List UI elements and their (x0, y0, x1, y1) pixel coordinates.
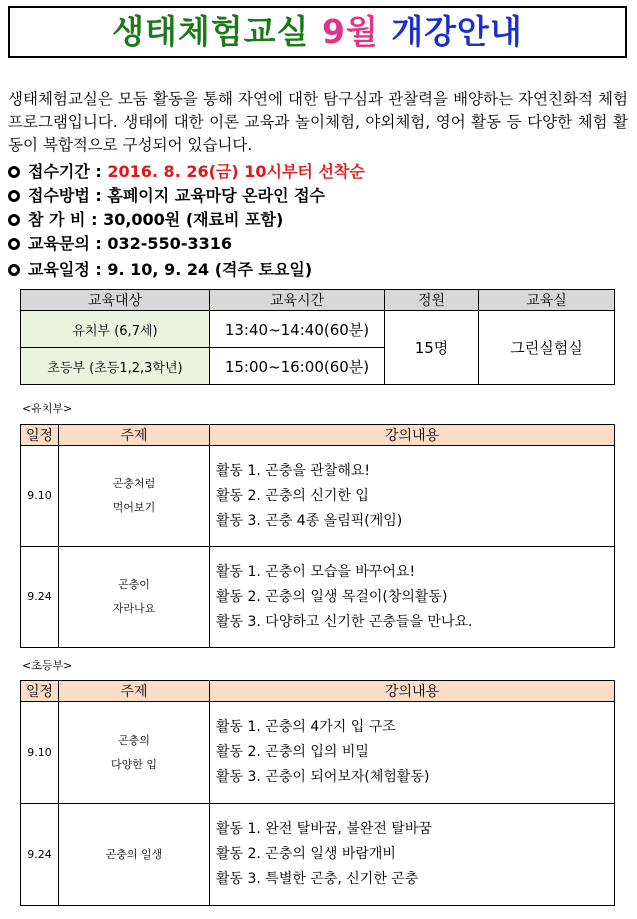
header-date: 일정 (21, 425, 59, 446)
table-row (21, 547, 615, 648)
table-row (21, 446, 615, 547)
topic-cell (59, 702, 210, 804)
info-value: 9. 10, 9. 24 (격주 토요일) (107, 260, 313, 279)
topic-line: 곤충의 (118, 733, 150, 747)
elem-table (20, 680, 615, 906)
info-label: 참 가 비 : (28, 210, 98, 229)
info-method (8, 184, 628, 208)
content-cell (210, 702, 615, 804)
page-title (10, 8, 625, 56)
time-cell: 15:00~16:00(60분) (210, 348, 385, 385)
activity-line: 활동 1. 곤충이 모습을 바꾸어요! (216, 563, 416, 580)
info-period (8, 160, 628, 184)
date-cell: 9.24 (21, 804, 59, 906)
header-room: 교육실 (479, 290, 615, 311)
title-program: 생태체험교실 (112, 12, 310, 51)
content-cell (210, 804, 615, 906)
info-label: 교육일정 : (28, 260, 102, 279)
kinder-header-row (21, 425, 615, 446)
info-contact (8, 232, 628, 256)
topic-cell (59, 547, 210, 648)
kinder-label: <유치부> (22, 402, 73, 415)
date-cell: 9.24 (21, 547, 59, 648)
elem-header-row (21, 681, 615, 702)
header-content: 강의내용 (210, 425, 615, 446)
kinder-table (20, 424, 615, 648)
info-value: 2016. 8. 26(금) 10시부터 선착순 (107, 162, 365, 181)
activity-line: 활동 3. 특별한 곤충, 신기한 곤충 (216, 871, 419, 887)
topic-line: 곤충의 일생 (105, 847, 163, 861)
room-cell: 그린실험실 (479, 311, 615, 385)
title-month: 9월 (321, 12, 379, 51)
schedule-table (20, 289, 615, 385)
info-value: 30,000원 (재료비 포함) (103, 210, 284, 229)
activity-line: 활동 1. 곤충을 관찰해요! (216, 462, 371, 479)
header-content: 강의내용 (210, 681, 615, 702)
title-box (8, 6, 627, 58)
schedule-header-row (21, 290, 615, 311)
circle-bullet-icon (8, 190, 20, 202)
target-cell: 유치부 (6,7세) (21, 311, 210, 348)
capacity-cell: 15명 (385, 311, 479, 385)
activity-line: 활동 3. 곤충이 되어보자(체험활동) (216, 769, 430, 785)
date-cell: 9.10 (21, 702, 59, 804)
topic-line: 다양한 입 (110, 757, 157, 771)
activity-line: 활동 2. 곤충의 신기한 입 (216, 487, 369, 504)
header-topic: 주제 (59, 425, 210, 446)
info-value: 홈페이지 교육마당 온라인 접수 (107, 186, 326, 205)
date-cell: 9.10 (21, 446, 59, 547)
activity-line: 활동 1. 곤충의 4가지 입 구조 (216, 719, 396, 735)
activity-line: 활동 2. 곤충의 입의 비밀 (216, 744, 369, 760)
elem-label: <초등부> (22, 659, 73, 672)
activity-line: 활동 2. 곤충의 일생 목걸이(창의활동) (216, 588, 448, 605)
circle-bullet-icon (8, 238, 20, 250)
topic-cell (59, 804, 210, 906)
header-target: 교육대상 (21, 290, 210, 311)
topic-line: 먹어보기 (112, 501, 156, 514)
content-cell (210, 547, 615, 648)
activity-line: 활동 3. 다양하고 신기한 곤충들을 만나요. (216, 613, 473, 630)
topic-line: 곤충처럼 (112, 477, 156, 490)
header-topic: 주제 (59, 681, 210, 702)
info-label: 접수방법 : (28, 186, 102, 205)
topic-line: 자라나요 (112, 602, 156, 615)
table-row (21, 702, 615, 804)
circle-bullet-icon (8, 264, 20, 276)
info-label: 교육문의 : (28, 234, 102, 253)
circle-bullet-icon (8, 166, 20, 178)
intro-paragraph: 생태체험교실은 모둠 활동을 통해 자연에 대한 탐구심과 관찰력을 배양하는 자연친화적 체험 프로그램입니다. 생태에 대한 이론 교육과 놀이체험, 야외체험, 영어 활동 등 다양한 체험 활동이 복합적으로 구성되어 있습니다. (8, 90, 628, 154)
title-notice: 개강안내 (391, 12, 523, 51)
header-capacity: 정원 (385, 290, 479, 311)
schedule-row (21, 311, 615, 348)
topic-line: 곤충이 (118, 578, 150, 591)
circle-bullet-icon (8, 214, 20, 226)
content-cell (210, 446, 615, 547)
info-label: 접수기간 : (28, 162, 102, 181)
time-cell: 13:40~14:40(60분) (210, 311, 385, 348)
activity-line: 활동 2. 곤충의 일생 바람개비 (216, 846, 396, 862)
info-value: 032-550-3316 (107, 234, 232, 253)
header-time: 교육시간 (210, 290, 385, 311)
topic-cell (59, 446, 210, 547)
header-date: 일정 (21, 681, 59, 702)
target-cell: 초등부 (초등1,2,3학년) (21, 348, 210, 385)
info-fee (8, 208, 628, 232)
activity-line: 활동 3. 곤충 4종 올림픽(게임) (216, 512, 403, 529)
table-row (21, 804, 615, 906)
activity-line: 활동 1. 완전 탈바꿈, 불완전 탈바꿈 (216, 821, 432, 837)
info-schedule (8, 258, 628, 282)
